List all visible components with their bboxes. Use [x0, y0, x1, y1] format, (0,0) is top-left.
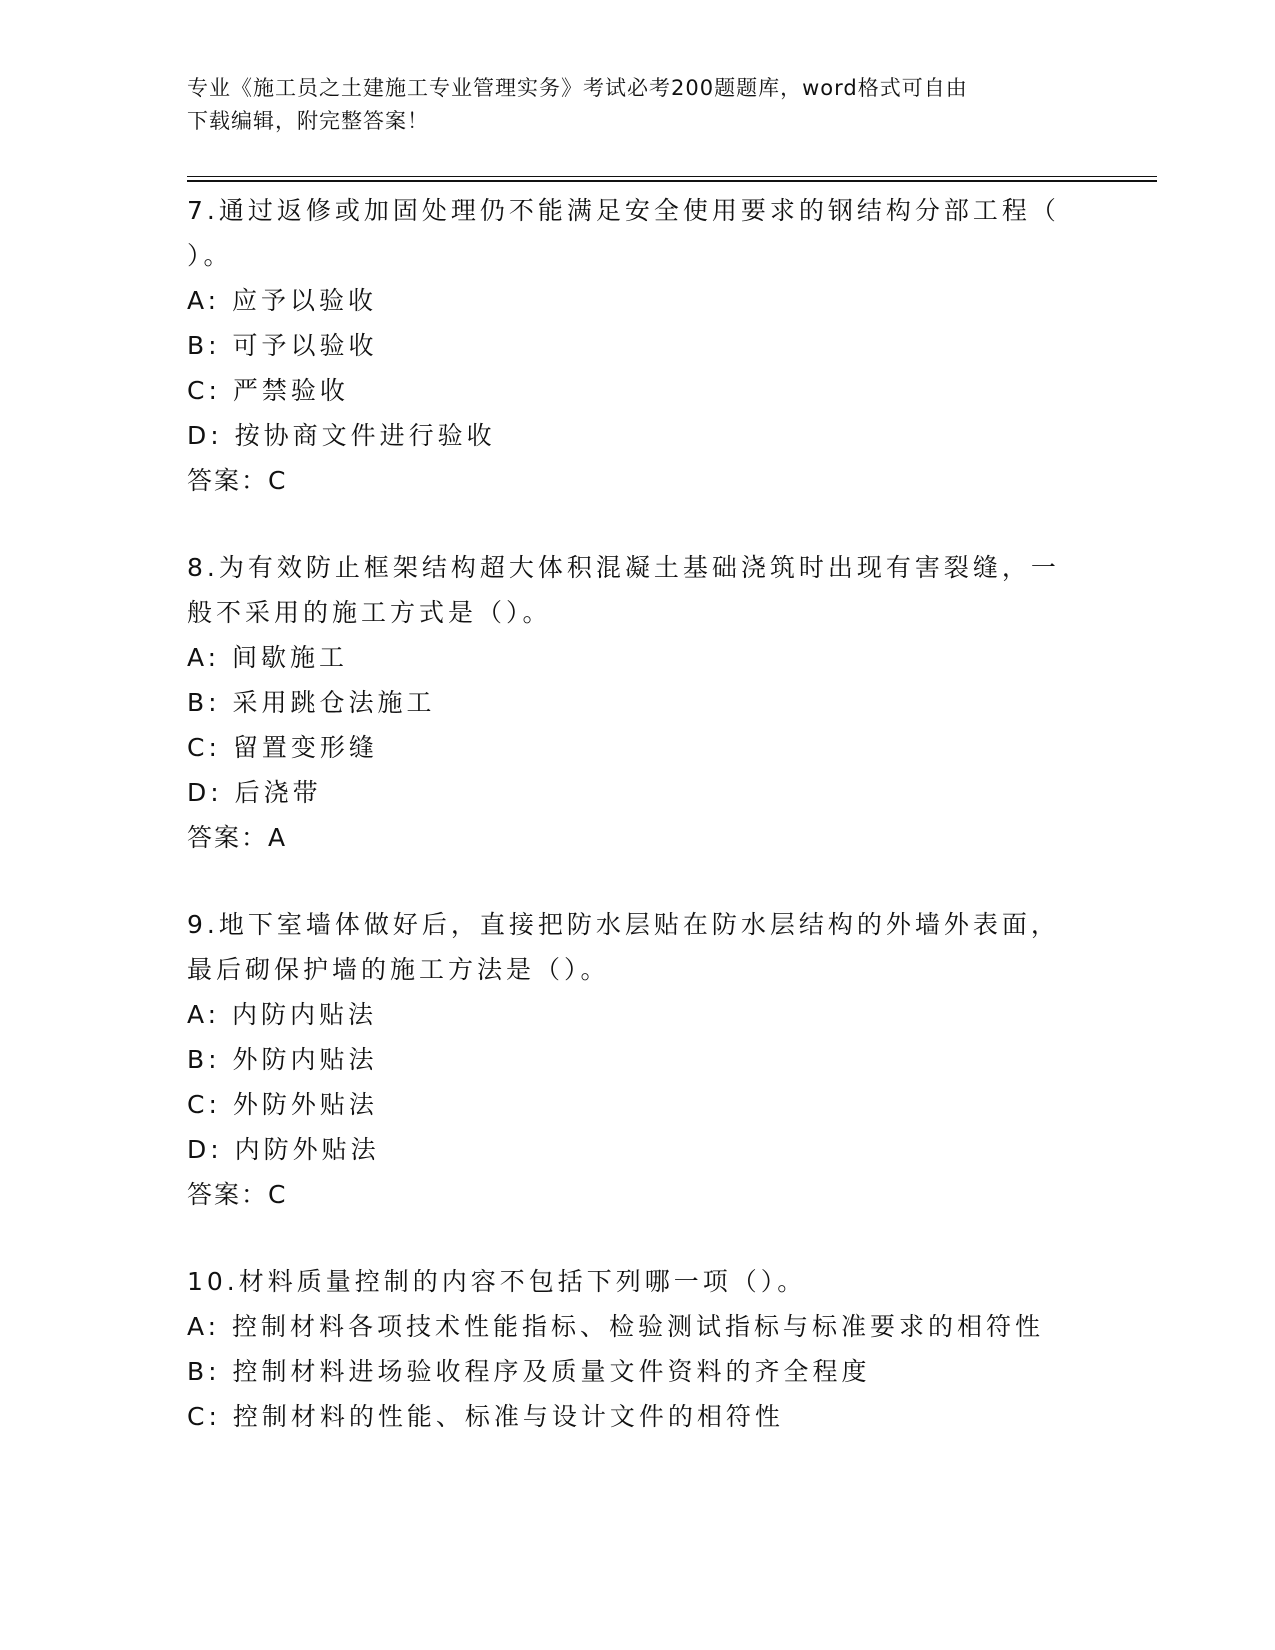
- header-divider-thin: [187, 176, 1157, 177]
- option-d: D: 按协商文件进行验收: [187, 421, 496, 450]
- question-text-line: 般不采用的施工方式是（）。: [187, 598, 552, 627]
- option-a: A: 控制材料各项技术性能指标、检验测试指标与标准要求的相符性: [187, 1312, 1045, 1341]
- option-c: C: 严禁验收: [187, 376, 349, 405]
- question-text-line: 最后砌保护墙的施工方法是（）。: [187, 955, 610, 984]
- option-c: C: 外防外贴法: [187, 1090, 378, 1119]
- option-a: A: 应予以验收: [187, 286, 378, 315]
- header-line-1: 专业《施工员之土建施工专业管理实务》考试必考200题题库，word格式可自由: [187, 76, 968, 100]
- option-c: C: 控制材料的性能、标准与设计文件的相符性: [187, 1402, 784, 1431]
- option-d: D: 后浇带: [187, 778, 322, 807]
- option-b: B: 采用跳仓法施工: [187, 688, 436, 717]
- question-text-line: 8.为有效防止框架结构超大体积混凝土基础浇筑时出现有害裂缝，一: [187, 553, 1060, 582]
- option-a: A: 内防内贴法: [187, 1000, 378, 1029]
- question-text-line: ）。: [187, 241, 233, 270]
- question-9: [187, 902, 1067, 1217]
- question-7: [187, 188, 1067, 503]
- question-text-line: 7.通过返修或加固处理仍不能满足安全使用要求的钢结构分部工程（: [187, 196, 1060, 225]
- option-b: B: 可予以验收: [187, 331, 378, 360]
- question-10: [187, 1259, 1067, 1439]
- option-b: B: 控制材料进场验收程序及质量文件资料的齐全程度: [187, 1357, 871, 1386]
- question-8: [187, 545, 1067, 860]
- option-c: C: 留置变形缝: [187, 733, 378, 762]
- answer-label: 答案：C: [187, 466, 288, 495]
- header-line-2: 下载编辑，附完整答案！: [187, 109, 429, 133]
- question-text-line: 9.地下室墙体做好后，直接把防水层贴在防水层结构的外墙外表面，: [187, 910, 1060, 939]
- question-text-line: 10.材料质量控制的内容不包括下列哪一项（）。: [187, 1267, 807, 1296]
- document-header: [187, 72, 1087, 138]
- answer-label: 答案：A: [187, 823, 288, 852]
- option-d: D: 内防外贴法: [187, 1135, 380, 1164]
- header-divider-thick: [187, 180, 1157, 182]
- option-b: B: 外防内贴法: [187, 1045, 378, 1074]
- answer-label: 答案：C: [187, 1180, 288, 1209]
- question-list: [187, 188, 1067, 1481]
- option-a: A: 间歇施工: [187, 643, 349, 672]
